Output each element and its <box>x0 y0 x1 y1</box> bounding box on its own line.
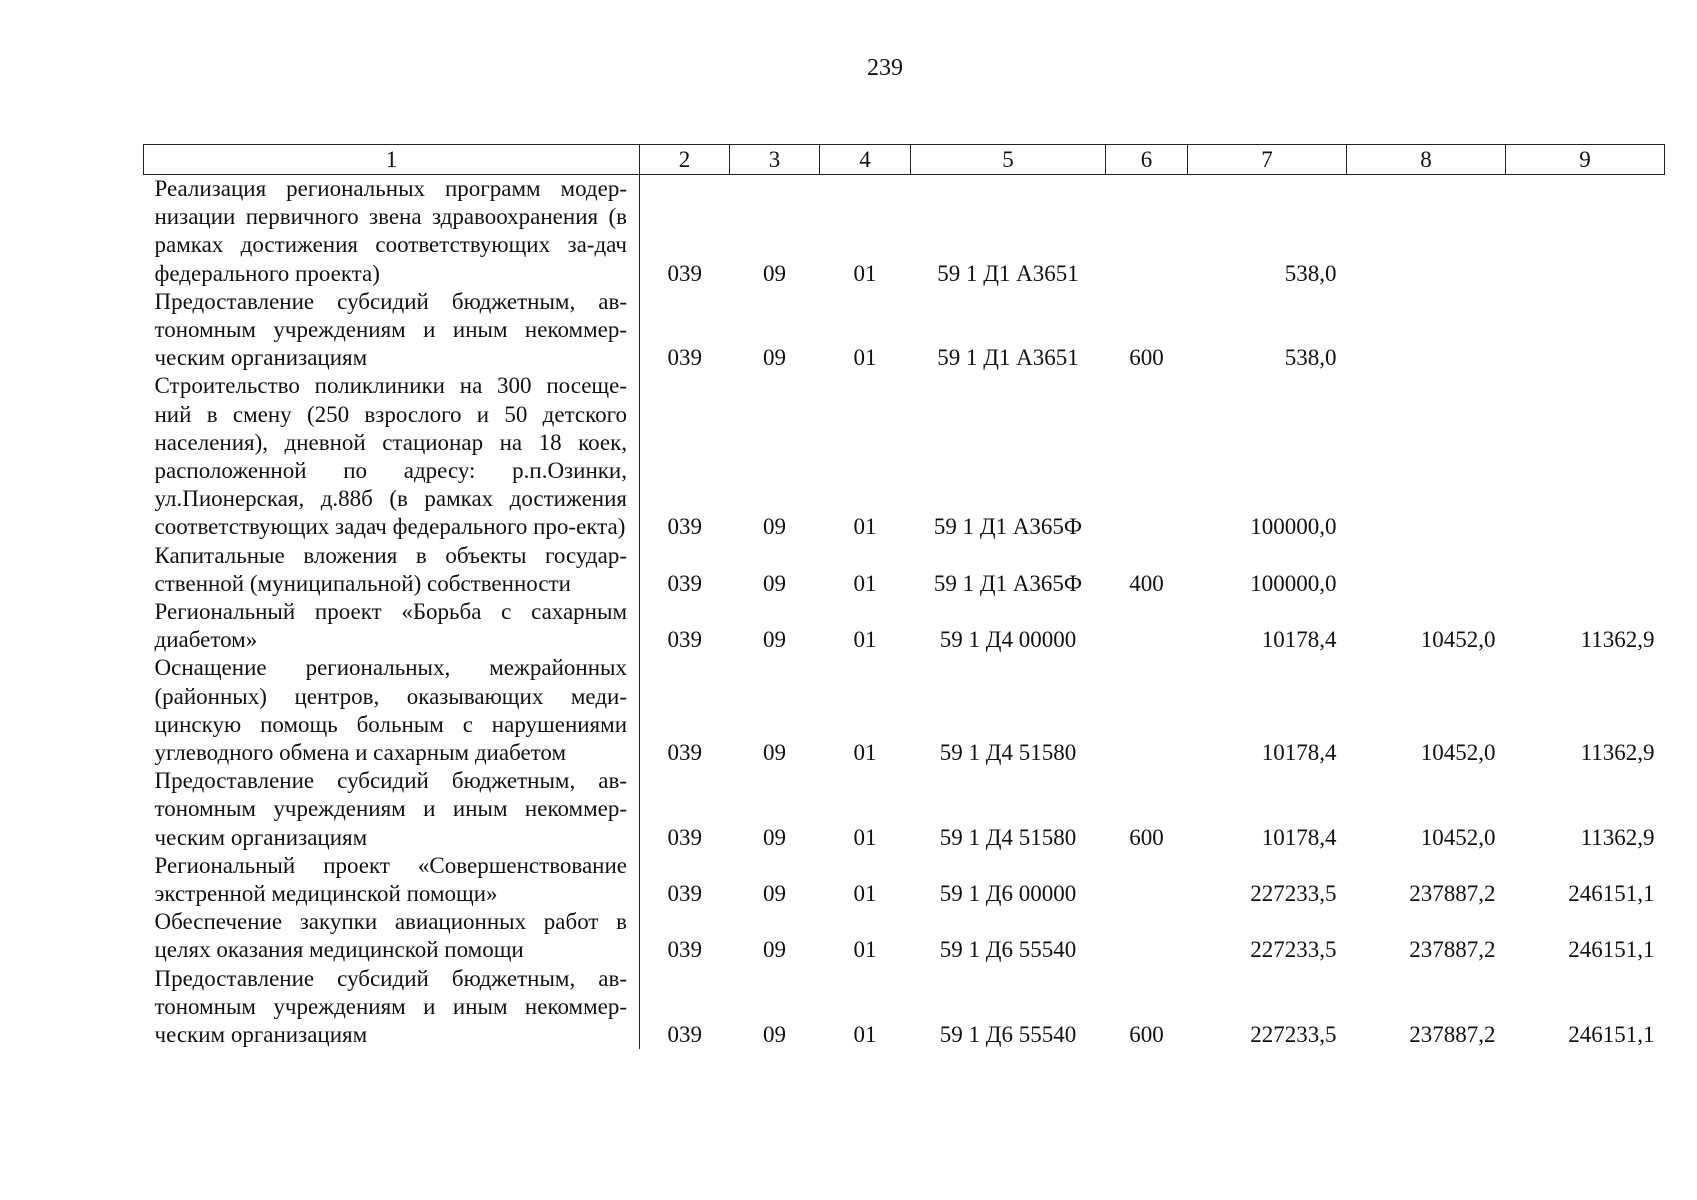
amount-year-3: 246151,1 <box>1568 1022 1655 1048</box>
target-article-code: 59 1 Д1 А365Ф <box>933 514 1083 540</box>
column-header-9: 9 <box>1506 145 1665 175</box>
item-name: Обеспечение закупки авиационных работ в целях оказания медицинской помощи <box>144 908 640 964</box>
grbs-code: 039 <box>667 824 702 850</box>
page-number: 239 <box>867 55 903 81</box>
amount-year-3 <box>1506 175 1665 288</box>
section-code: 09 <box>763 627 786 653</box>
target-article-code: 59 1 Д4 51580 <box>939 740 1077 766</box>
table-header-row <box>144 145 1665 175</box>
section-code: 09 <box>763 260 786 286</box>
target-article-code: 59 1 Д6 00000 <box>939 881 1077 907</box>
expense-type-code <box>1106 852 1188 908</box>
grbs-code: 039 <box>667 260 702 286</box>
amount-year-3: 246151,1 <box>1568 881 1655 907</box>
table-row <box>144 175 1665 288</box>
section-code: 09 <box>763 881 786 907</box>
target-article-code: 59 1 Д1 А365Ф <box>933 570 1083 596</box>
amount-year-1: 100000,0 <box>1250 570 1337 596</box>
item-name: Региональный проект «Борьба с сахарным диабетом» <box>144 598 640 654</box>
column-header-7: 7 <box>1188 145 1347 175</box>
amount-year-1: 10178,4 <box>1261 627 1337 653</box>
grbs-code: 039 <box>667 570 702 596</box>
amount-year-2 <box>1347 175 1506 288</box>
item-name: Предоставление субсидий бюджетным, ав-тономным учреждениям и иным некоммер-ческим организациям <box>144 288 640 373</box>
amount-year-3: 11362,9 <box>1580 627 1655 653</box>
expense-type-code <box>1106 654 1188 767</box>
table-row <box>144 598 1665 654</box>
grbs-code: 039 <box>667 345 702 371</box>
target-article-code: 59 1 Д6 55540 <box>939 937 1077 963</box>
amount-year-2 <box>1347 542 1506 598</box>
amount-year-2: 237887,2 <box>1409 881 1496 907</box>
table-row <box>144 908 1665 964</box>
amount-year-2: 237887,2 <box>1409 1022 1496 1048</box>
subsection-code: 01 <box>853 514 877 540</box>
target-article-code: 59 1 Д4 00000 <box>939 627 1077 653</box>
target-article-code: 59 1 Д4 51580 <box>939 824 1077 850</box>
subsection-code: 01 <box>853 881 877 907</box>
item-name: Капитальные вложения в объекты государ-ственной (муниципальной) собственности <box>144 542 640 598</box>
subsection-code: 01 <box>853 260 877 286</box>
budget-table <box>143 144 1665 1049</box>
table-row <box>144 965 1665 1050</box>
amount-year-1: 227233,5 <box>1250 881 1337 907</box>
target-article-code: 59 1 Д1 А3651 <box>937 260 1079 286</box>
subsection-code: 01 <box>853 627 877 653</box>
amount-year-2 <box>1347 288 1506 373</box>
subsection-code: 01 <box>853 937 877 963</box>
amount-year-1: 10178,4 <box>1261 824 1337 850</box>
amount-year-2: 10452,0 <box>1420 740 1496 766</box>
amount-year-2: 10452,0 <box>1420 627 1496 653</box>
item-name: Строительство поликлиники на 300 посеще-ний в смену (250 взрослого и 50 детского населения), дневной стационар на 18 коек, расположенной по адресу: р.п.Озинки, ул.Пионерская, д.88б (в рамках достижения соответствующих задач федерального про-екта) <box>144 372 640 541</box>
amount-year-3: 11362,9 <box>1580 740 1655 766</box>
section-code: 09 <box>763 345 786 371</box>
amount-year-3 <box>1506 288 1665 373</box>
amount-year-1: 538,0 <box>1284 260 1337 286</box>
section-code: 09 <box>763 937 786 963</box>
subsection-code: 01 <box>853 1022 877 1048</box>
column-header-2: 2 <box>640 145 730 175</box>
expense-type-code: 400 <box>1129 570 1164 596</box>
amount-year-2: 10452,0 <box>1420 824 1496 850</box>
section-code: 09 <box>763 740 786 766</box>
column-header-5: 5 <box>911 145 1106 175</box>
amount-year-2 <box>1347 372 1506 541</box>
column-header-3: 3 <box>730 145 820 175</box>
grbs-code: 039 <box>667 627 702 653</box>
amount-year-1: 227233,5 <box>1250 1022 1337 1048</box>
item-name: Предоставление субсидий бюджетным, ав-тономным учреждениям и иным некоммер-ческим организациям <box>144 965 640 1050</box>
column-header-4: 4 <box>820 145 911 175</box>
amount-year-1: 538,0 <box>1284 345 1337 371</box>
grbs-code: 039 <box>667 881 702 907</box>
grbs-code: 039 <box>667 514 702 540</box>
subsection-code: 01 <box>853 570 877 596</box>
amount-year-1: 227233,5 <box>1250 937 1337 963</box>
grbs-code: 039 <box>667 937 702 963</box>
column-header-8: 8 <box>1347 145 1506 175</box>
target-article-code: 59 1 Д1 А3651 <box>937 345 1079 371</box>
expense-type-code <box>1106 598 1188 654</box>
table-row <box>144 288 1665 373</box>
subsection-code: 01 <box>853 824 877 850</box>
column-header-6: 6 <box>1106 145 1188 175</box>
amount-year-3: 11362,9 <box>1580 824 1655 850</box>
subsection-code: 01 <box>853 345 877 371</box>
grbs-code: 039 <box>667 740 702 766</box>
section-code: 09 <box>763 514 786 540</box>
table-row <box>144 852 1665 908</box>
amount-year-3: 246151,1 <box>1568 937 1655 963</box>
expense-type-code: 600 <box>1129 824 1164 850</box>
expense-type-code: 600 <box>1129 345 1164 371</box>
amount-year-1: 10178,4 <box>1261 740 1337 766</box>
grbs-code: 039 <box>667 1022 702 1048</box>
table-row <box>144 767 1665 852</box>
table-row <box>144 542 1665 598</box>
item-name: Оснащение региональных, межрайонных (районных) центров, оказывающих меди-цинскую помощь больным с нарушениями углеводного обмена и сахарным диабетом <box>144 654 640 767</box>
section-code: 09 <box>763 1022 786 1048</box>
expense-type-code <box>1106 908 1188 964</box>
table-row <box>144 372 1665 541</box>
amount-year-2: 237887,2 <box>1409 937 1496 963</box>
amount-year-1: 100000,0 <box>1250 514 1337 540</box>
expense-type-code <box>1106 175 1188 288</box>
section-code: 09 <box>763 824 786 850</box>
target-article-code: 59 1 Д6 55540 <box>939 1022 1077 1048</box>
amount-year-3 <box>1506 542 1665 598</box>
column-header-1: 1 <box>144 145 640 175</box>
expense-type-code: 600 <box>1129 1022 1164 1048</box>
expense-type-code <box>1106 372 1188 541</box>
item-name: Предоставление субсидий бюджетным, ав-тономным учреждениям и иным некоммер-ческим организациям <box>144 767 640 852</box>
table-row <box>144 654 1665 767</box>
section-code: 09 <box>763 570 786 596</box>
item-name: Региональный проект «Совершенствование экстренной медицинской помощи» <box>144 852 640 908</box>
amount-year-3 <box>1506 372 1665 541</box>
item-name: Реализация региональных программ модер-низации первичного звена здравоохранения (в рамках достижения соответствующих за-дач федерального проекта) <box>144 175 640 288</box>
subsection-code: 01 <box>853 740 877 766</box>
